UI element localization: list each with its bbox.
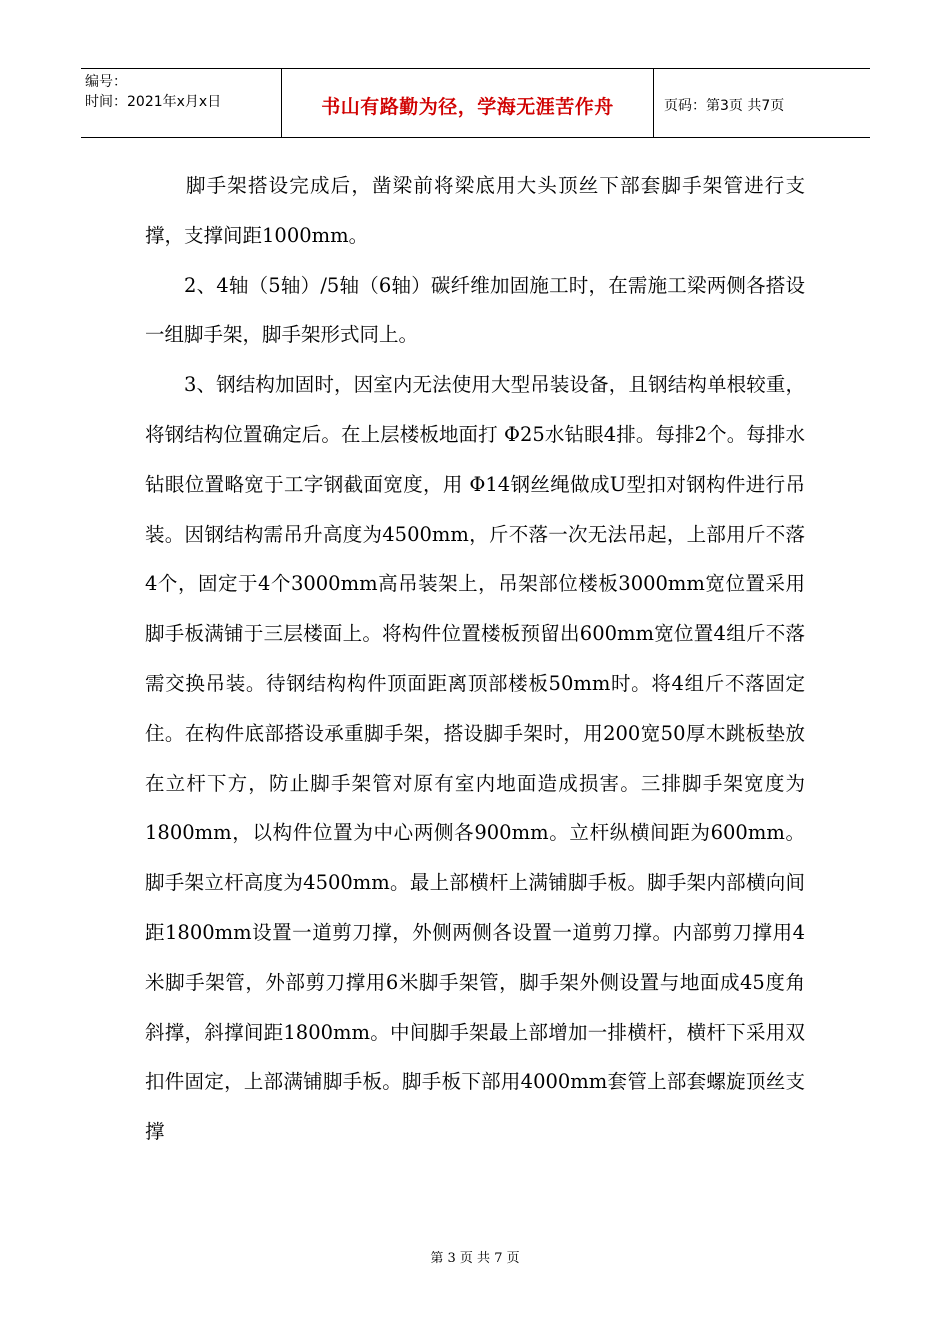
document-date: 时间：2021年x月x日 [85, 94, 222, 110]
header-page-cell [654, 69, 870, 137]
header-motto-cell [282, 69, 654, 137]
document-body [145, 161, 805, 1157]
paragraph: 3、钢结构加固时，因室内无法使用大型吊装设备，且钢结构单根较重，将钢结构位置确定后。在上层楼板地面打 Φ25水钻眼4排。每排2个。每排水钻眼位置略宽于工字钢截面宽度，用 Φ14钢丝绳做成U型扣对钢构件进行吊装。因钢结构需吊升高度为4500mm，斤不落一次无法吊起，上部用斤不落4个，固定于4个3000mm高吊装架上，吊架部位楼板3000mm宽位置采用脚手板满铺于三层楼面上。将构件位置楼板预留出600mm宽位置4组斤不落需交换吊装。待钢结构构件顶面距离顶部楼板50mm时。将4组斤不落固定住。在构件底部搭设承重脚手架，搭设脚手架时，用200宽50厚木跳板垫放在立杆下方，防止脚手架管对原有室内地面造成损害。三排脚手架宽度为1800mm，以构件位置为中心两侧各900mm。立杆纵横间距为600mm。脚手架立杆高度为4500mm。最上部横杆上满铺脚手板。脚手架内部横向间距1800mm设置一道剪刀撑，外侧两侧各设置一道剪刀撑。内部剪刀撑用4米脚手架管，外部剪刀撑用6米脚手架管，脚手架外侧设置与地面成45度角斜撑，斜撑间距1800mm。中间脚手架最上部增加一排横杆，横杆下采用双扣件固定，上部满铺脚手板。脚手板下部用4000mm套管上部套螺旋顶丝支撑 [145, 373, 805, 1144]
paragraph: 2、4轴（5轴）/5轴（6轴）碳纤维加固施工时，在需施工梁两侧各搭设一组脚手架，脚手架形式同上。 [145, 273, 805, 347]
document-number-label: 编号： [85, 74, 127, 90]
header-motto: 书山有路勤为径，学海无涯苦作舟 [321, 95, 614, 118]
header-meta [81, 69, 282, 137]
footer-page-number: 第 3 页 共 7 页 [430, 1251, 520, 1266]
paragraph: 脚手架搭设完成后，凿梁前将梁底用大头顶丝下部套脚手架管进行支撑，支撑间距1000mm。 [145, 174, 805, 247]
header-page-info: 页码：第3页 共7页 [664, 98, 785, 114]
page-header [81, 68, 870, 138]
page-footer [0, 1247, 950, 1266]
